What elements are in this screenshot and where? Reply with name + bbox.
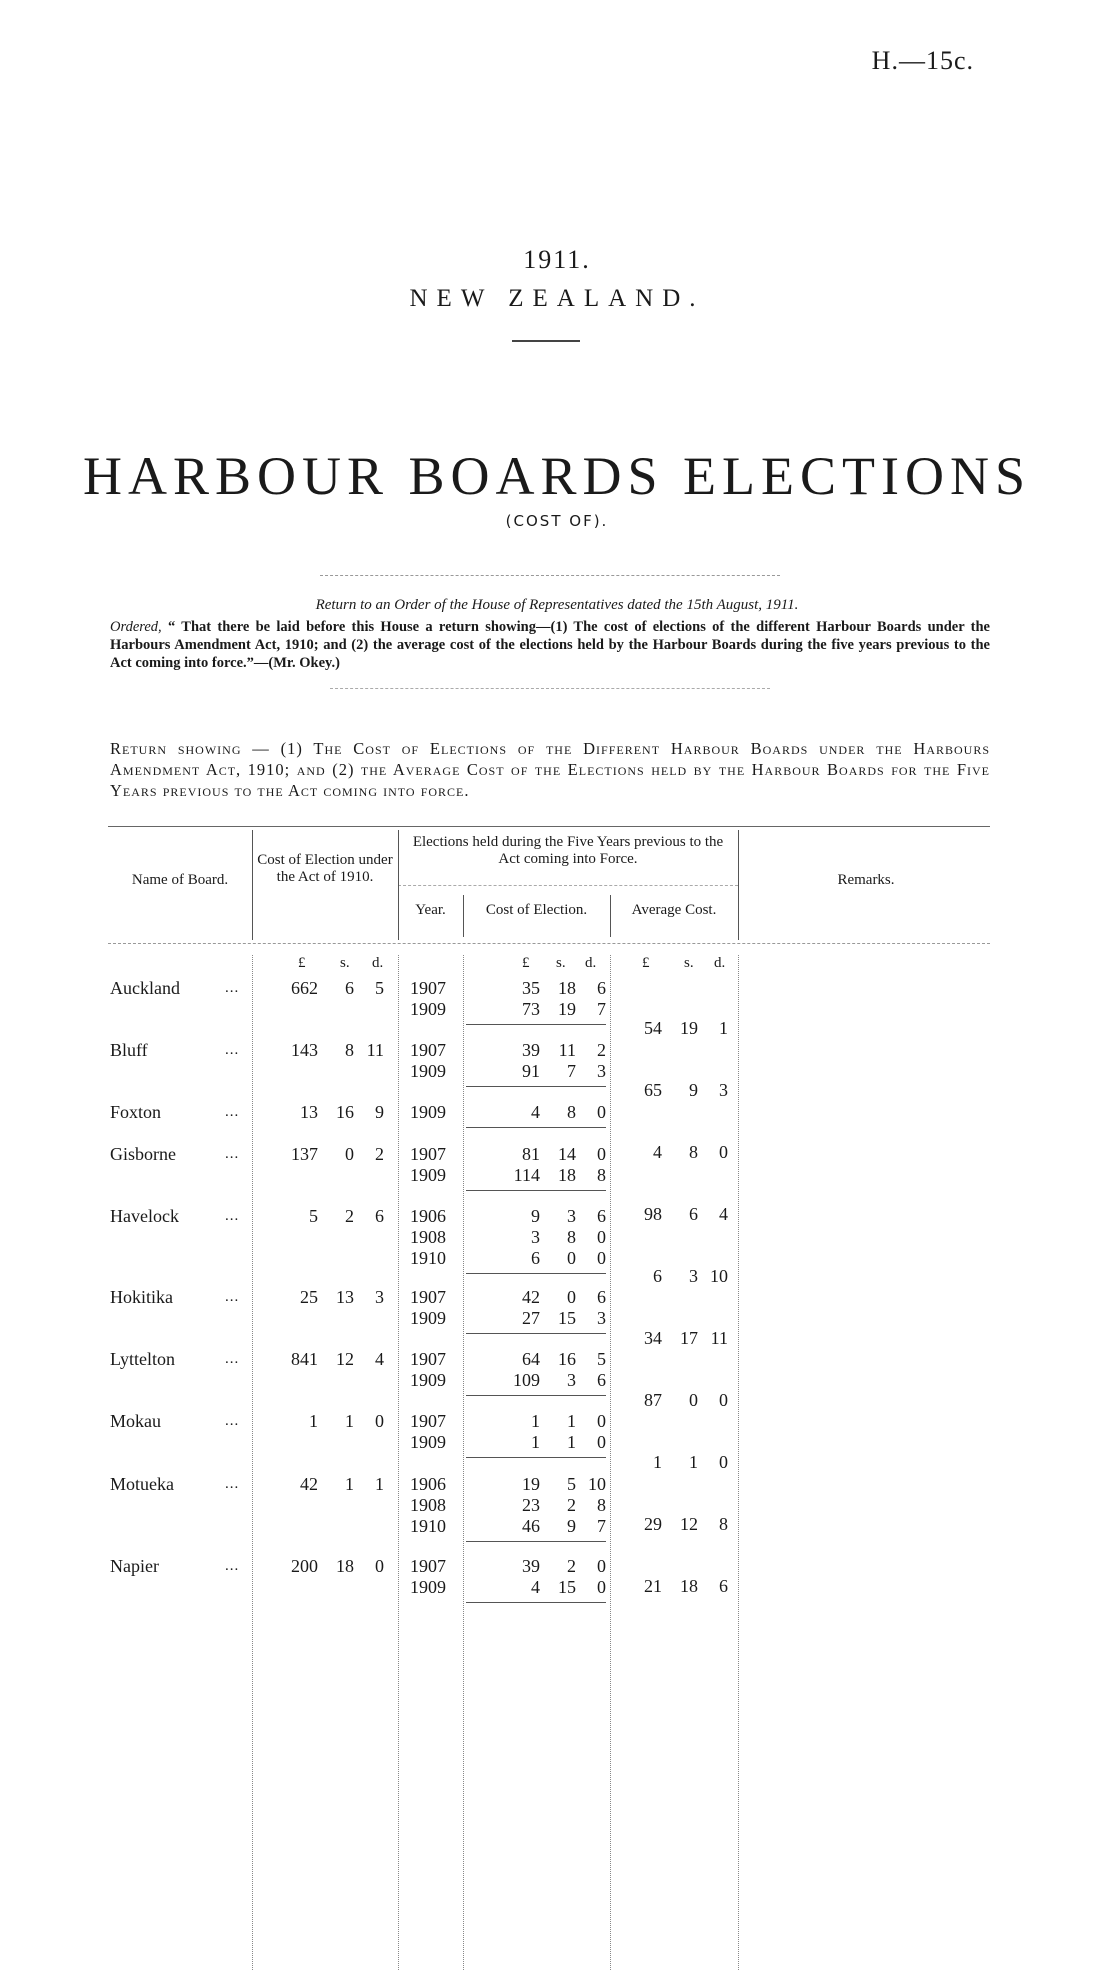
election-cost-shillings: 7 — [567, 1061, 576, 1081]
leader-dots: ... — [225, 1476, 240, 1492]
unit-pound: £ — [642, 955, 650, 971]
election-cost-pounds: 42 — [522, 1287, 540, 1307]
election-cost-pence: 0 — [597, 1227, 606, 1247]
election-cost-pounds: 9 — [531, 1206, 540, 1226]
cost-1910-pounds: 13 — [300, 1102, 318, 1122]
election-cost-shillings: 14 — [558, 1144, 576, 1164]
leader-dots: ... — [225, 1413, 240, 1429]
cost-1910-pence: 4 — [375, 1349, 384, 1369]
body-sep-1 — [252, 955, 253, 1970]
cost-1910-pounds: 662 — [291, 978, 318, 998]
body-sep-3 — [463, 955, 464, 1970]
col-sep-1 — [252, 830, 253, 940]
average-cost-pounds: 98 — [644, 1204, 662, 1224]
cost-1910-pence: 6 — [375, 1206, 384, 1226]
election-cost-shillings: 15 — [558, 1577, 576, 1597]
average-cost-shillings: 0 — [689, 1390, 698, 1410]
election-cost-shillings: 18 — [558, 1165, 576, 1185]
leader-dots: ... — [225, 1146, 240, 1162]
election-year: 1909 — [410, 1308, 446, 1328]
subtotal-rule — [466, 1024, 606, 1025]
leader-dots: ... — [225, 1351, 240, 1367]
election-cost-pence: 6 — [597, 978, 606, 998]
election-cost-pence: 8 — [597, 1495, 606, 1515]
election-cost-pounds: 91 — [522, 1061, 540, 1081]
election-cost-pence: 0 — [597, 1432, 606, 1452]
leader-dots: ... — [225, 1104, 240, 1120]
header-year: Year. — [415, 902, 446, 918]
cost-1910-pounds: 1 — [309, 1411, 318, 1431]
cost-1910-pounds: 25 — [300, 1287, 318, 1307]
election-cost-pence: 2 — [597, 1040, 606, 1060]
election-cost-pounds: 27 — [522, 1308, 540, 1328]
election-cost-pounds: 3 — [531, 1227, 540, 1247]
election-cost-pounds: 39 — [522, 1040, 540, 1060]
election-year: 1909 — [410, 1165, 446, 1185]
unit-pound: £ — [522, 955, 530, 971]
election-cost-shillings: 11 — [558, 1040, 576, 1060]
election-cost-pence: 0 — [597, 1577, 606, 1597]
average-cost-shillings: 17 — [680, 1328, 698, 1348]
election-cost-shillings: 16 — [558, 1349, 576, 1369]
average-cost-shillings: 1 — [689, 1452, 698, 1472]
cost-1910-shillings: 0 — [345, 1144, 354, 1164]
election-cost-pence: 0 — [597, 1248, 606, 1268]
col-sep-2 — [398, 830, 399, 940]
subtotal-rule — [466, 1457, 606, 1458]
cost-1910-pounds: 5 — [309, 1206, 318, 1226]
cost-1910-shillings: 16 — [336, 1102, 354, 1122]
average-cost-pounds: 34 — [644, 1328, 662, 1348]
cost-1910-pounds: 137 — [291, 1144, 318, 1164]
average-cost-pence: 0 — [719, 1142, 728, 1162]
ordered-text: “ That there be laid before this House a return showing—(1) The cost of elections of the different Harbour Boards under the Harbours Amendment Act, 1910; and (2) the average cost of the elections held by the Harbour Boards during the five years previous to the Act coming into force.”—(Mr. Okey.) — [110, 619, 990, 671]
election-year: 1907 — [410, 1556, 446, 1576]
leader-dots: ... — [225, 1558, 240, 1574]
average-cost-pounds: 21 — [644, 1576, 662, 1596]
election-cost-pence: 8 — [597, 1165, 606, 1185]
average-cost-pence: 4 — [719, 1204, 728, 1224]
unit-shilling: s. — [340, 955, 350, 971]
table-top-rule — [108, 826, 990, 827]
election-cost-shillings: 8 — [567, 1102, 576, 1122]
election-cost-pence: 10 — [588, 1474, 606, 1494]
average-cost-shillings: 19 — [680, 1018, 698, 1038]
election-cost-shillings: 1 — [567, 1411, 576, 1431]
header-average-cost: Average Cost. — [631, 902, 717, 918]
subtotal-rule — [466, 1127, 606, 1128]
cost-1910-pounds: 143 — [291, 1040, 318, 1060]
election-cost-pence: 6 — [597, 1370, 606, 1390]
col-sep-5 — [738, 830, 739, 940]
leader-dots: ... — [225, 1042, 240, 1058]
subtotal-rule — [466, 1541, 606, 1542]
unit-shilling: s. — [684, 955, 694, 971]
board-name: Bluff — [110, 1040, 148, 1060]
board-name: Lyttelton — [110, 1349, 175, 1369]
cost-1910-pounds: 42 — [300, 1474, 318, 1494]
election-cost-pence: 3 — [597, 1308, 606, 1328]
cost-1910-shillings: 1 — [345, 1474, 354, 1494]
cost-1910-shillings: 18 — [336, 1556, 354, 1576]
cost-1910-pence: 0 — [375, 1556, 384, 1576]
country-heading: NEW ZEALAND. — [409, 285, 705, 312]
board-name: Gisborne — [110, 1144, 176, 1164]
page-title: HARBOUR BOARDS ELECTIONS — [82, 446, 1032, 506]
cost-1910-shillings: 13 — [336, 1287, 354, 1307]
election-cost-pence: 6 — [597, 1287, 606, 1307]
cost-1910-pence: 2 — [375, 1144, 384, 1164]
subtotal-rule — [466, 1602, 606, 1603]
election-cost-shillings: 19 — [558, 999, 576, 1019]
average-cost-shillings: 12 — [680, 1514, 698, 1534]
return-showing-heading: Return showing — (1) The Cost of Elections of the Different Harbour Boards under the Harbours Amendment Act, 1910; and (2) the Average Cost of the Elections held by the Harbour Boards for the Five Years previous to the Act coming into force. — [110, 739, 990, 800]
subtotal-rule — [466, 1190, 606, 1191]
election-cost-pounds: 1 — [531, 1411, 540, 1431]
election-year: 1909 — [410, 1432, 446, 1452]
subtotal-rule — [466, 1273, 606, 1274]
cost-1910-shillings: 6 — [345, 978, 354, 998]
election-year: 1909 — [410, 1577, 446, 1597]
board-name: Auckland — [110, 978, 180, 998]
election-year: 1908 — [410, 1227, 446, 1247]
average-cost-pounds: 4 — [653, 1142, 662, 1162]
average-cost-shillings: 6 — [689, 1204, 698, 1224]
cost-1910-pence: 0 — [375, 1411, 384, 1431]
election-cost-shillings: 15 — [558, 1308, 576, 1328]
election-year: 1907 — [410, 1144, 446, 1164]
ordered-lead: Ordered, — [110, 619, 162, 635]
election-year: 1907 — [410, 1040, 446, 1060]
average-cost-pence: 8 — [719, 1514, 728, 1534]
election-cost-pence: 7 — [597, 999, 606, 1019]
cost-1910-pounds: 841 — [291, 1349, 318, 1369]
election-cost-pounds: 19 — [522, 1474, 540, 1494]
election-cost-shillings: 0 — [567, 1248, 576, 1268]
cost-1910-pence: 1 — [375, 1474, 384, 1494]
election-year: 1909 — [410, 999, 446, 1019]
header-divider — [512, 340, 580, 342]
unit-pence: d. — [714, 955, 726, 971]
board-name: Hokitika — [110, 1287, 173, 1307]
header-remarks: Remarks. — [837, 872, 895, 888]
header-name-of-board: Name of Board. — [131, 872, 229, 888]
average-cost-pounds: 1 — [653, 1452, 662, 1472]
average-cost-pounds: 87 — [644, 1390, 662, 1410]
leader-dots: ... — [225, 1289, 240, 1305]
election-cost-pounds: 114 — [513, 1165, 540, 1185]
election-cost-shillings: 5 — [567, 1474, 576, 1494]
election-cost-shillings: 9 — [567, 1516, 576, 1536]
board-name: Havelock — [110, 1206, 179, 1226]
unit-pence: d. — [585, 955, 597, 971]
election-cost-pounds: 1 — [531, 1432, 540, 1452]
election-cost-pounds: 81 — [522, 1144, 540, 1164]
header-cost-of-election: Cost of Election. — [485, 902, 588, 918]
average-cost-pence: 6 — [719, 1576, 728, 1596]
board-name: Foxton — [110, 1102, 162, 1122]
election-cost-shillings: 18 — [558, 978, 576, 998]
body-sep-2 — [398, 955, 399, 1970]
subtitle-divider — [320, 575, 780, 576]
group-header-rule — [398, 885, 738, 886]
cost-1910-pence: 3 — [375, 1287, 384, 1307]
average-cost-pence: 3 — [719, 1080, 728, 1100]
election-cost-pounds: 6 — [531, 1248, 540, 1268]
election-cost-pounds: 73 — [522, 999, 540, 1019]
election-cost-pence: 7 — [597, 1516, 606, 1536]
average-cost-pounds: 54 — [644, 1018, 662, 1038]
leader-dots: ... — [225, 980, 240, 996]
unit-pound: £ — [298, 955, 306, 971]
average-cost-pence: 1 — [719, 1018, 728, 1038]
average-cost-pence: 0 — [719, 1390, 728, 1410]
election-year: 1909 — [410, 1102, 446, 1122]
election-cost-pounds: 4 — [531, 1577, 540, 1597]
cost-1910-pence: 5 — [375, 978, 384, 998]
election-year: 1907 — [410, 978, 446, 998]
election-cost-pence: 6 — [597, 1206, 606, 1226]
unit-pence: d. — [372, 955, 384, 971]
page-subtitle: (COST OF). — [505, 512, 609, 530]
election-year: 1909 — [410, 1370, 446, 1390]
election-cost-pounds: 64 — [522, 1349, 540, 1369]
average-cost-shillings: 8 — [689, 1142, 698, 1162]
election-cost-pounds: 46 — [522, 1516, 540, 1536]
board-name: Motueka — [110, 1474, 174, 1494]
election-cost-pounds: 109 — [513, 1370, 540, 1390]
ordered-paragraph — [110, 618, 990, 672]
average-cost-shillings: 3 — [689, 1266, 698, 1286]
cost-1910-pence: 11 — [366, 1040, 384, 1060]
election-cost-shillings: 2 — [567, 1495, 576, 1515]
subtotal-rule — [466, 1086, 606, 1087]
election-cost-pounds: 39 — [522, 1556, 540, 1576]
election-cost-shillings: 3 — [567, 1206, 576, 1226]
election-cost-pence: 0 — [597, 1556, 606, 1576]
cost-1910-shillings: 1 — [345, 1411, 354, 1431]
board-name: Mokau — [110, 1411, 161, 1431]
average-cost-pounds: 29 — [644, 1514, 662, 1534]
cost-1910-shillings: 8 — [345, 1040, 354, 1060]
election-year: 1910 — [410, 1516, 446, 1536]
average-cost-pounds: 65 — [644, 1080, 662, 1100]
subtotal-rule — [466, 1395, 606, 1396]
table-header-rule — [108, 943, 990, 944]
leader-dots: ... — [225, 1208, 240, 1224]
document-year: 1911. — [523, 245, 591, 274]
election-cost-shillings: 0 — [567, 1287, 576, 1307]
ordered-divider — [330, 688, 770, 689]
election-cost-pence: 0 — [597, 1144, 606, 1164]
average-cost-pence: 0 — [719, 1452, 728, 1472]
subtotal-rule — [466, 1333, 606, 1334]
return-order-line: Return to an Order of the House of Representatives dated the 15th August, 1911. — [315, 597, 799, 613]
election-year: 1908 — [410, 1495, 446, 1515]
cost-1910-pence: 9 — [375, 1102, 384, 1122]
header-cost-1910: Cost of Election under the Act of 1910. — [257, 852, 393, 885]
cost-1910-shillings: 12 — [336, 1349, 354, 1369]
average-cost-pence: 11 — [710, 1328, 728, 1348]
election-cost-pounds: 35 — [522, 978, 540, 998]
election-year: 1906 — [410, 1474, 446, 1494]
election-cost-shillings: 8 — [567, 1227, 576, 1247]
election-cost-pounds: 23 — [522, 1495, 540, 1515]
average-cost-shillings: 9 — [689, 1080, 698, 1100]
body-sep-5 — [738, 955, 739, 1970]
cost-1910-shillings: 2 — [345, 1206, 354, 1226]
election-year: 1906 — [410, 1206, 446, 1226]
election-cost-shillings: 3 — [567, 1370, 576, 1390]
election-cost-pence: 0 — [597, 1411, 606, 1431]
election-cost-pence: 0 — [597, 1102, 606, 1122]
election-cost-pence: 3 — [597, 1061, 606, 1081]
unit-shilling: s. — [556, 955, 566, 971]
header-five-years: Elections held during the Five Years previous to the Act coming into Force. — [412, 834, 724, 867]
election-cost-pence: 5 — [597, 1349, 606, 1369]
document-reference: H.—15c. — [871, 46, 974, 75]
election-cost-pounds: 4 — [531, 1102, 540, 1122]
election-year: 1910 — [410, 1248, 446, 1268]
election-cost-shillings: 2 — [567, 1556, 576, 1576]
average-cost-pence: 10 — [710, 1266, 728, 1286]
average-cost-pounds: 6 — [653, 1266, 662, 1286]
election-cost-shillings: 1 — [567, 1432, 576, 1452]
average-cost-shillings: 18 — [680, 1576, 698, 1596]
board-name: Napier — [110, 1556, 159, 1576]
election-year: 1907 — [410, 1349, 446, 1369]
election-year: 1909 — [410, 1061, 446, 1081]
election-year: 1907 — [410, 1411, 446, 1431]
election-year: 1907 — [410, 1287, 446, 1307]
cost-1910-pounds: 200 — [291, 1556, 318, 1576]
